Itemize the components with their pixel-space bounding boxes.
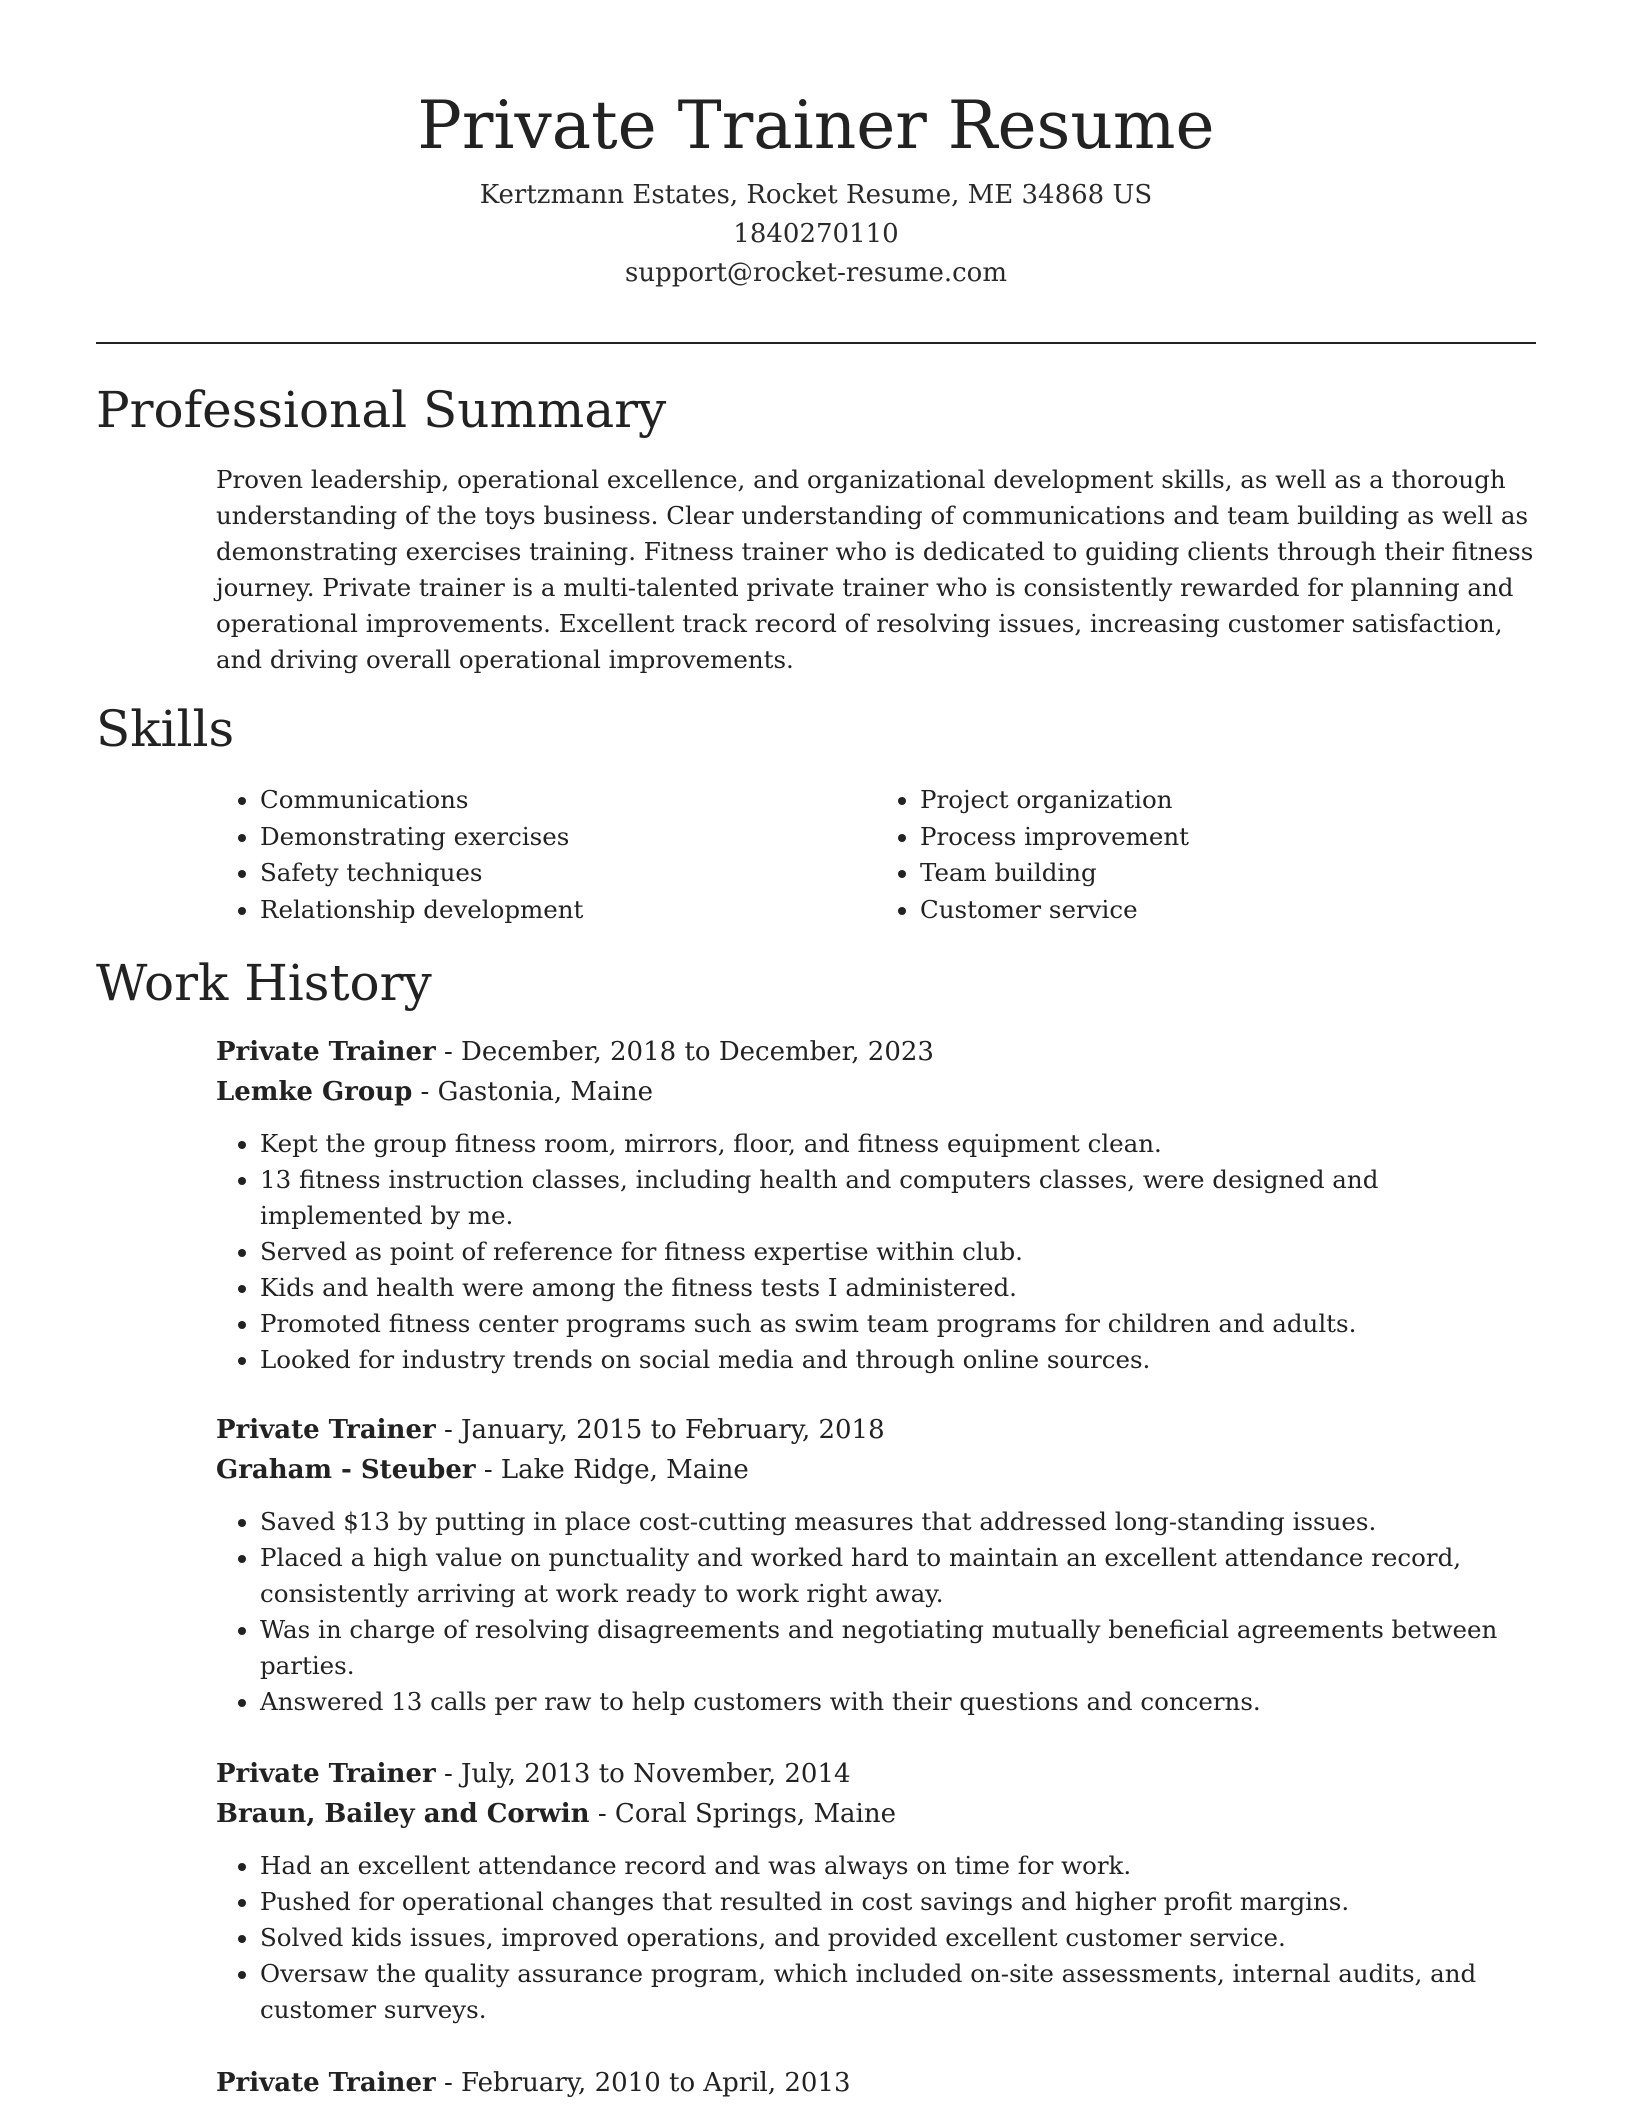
- job-separator: -: [435, 1415, 462, 1445]
- contact-email: support@rocket-resume.com: [624, 258, 1007, 288]
- skills-list: [216, 782, 1536, 928]
- contact-phone: 1840270110: [733, 219, 899, 249]
- job-bullet: • Looked for industry trends on social media and through online sources.: [260, 1342, 1536, 1378]
- contact-info: [96, 176, 1536, 293]
- skill-item: • Relationship development: [260, 892, 876, 929]
- job-dates: December, 2018 to December, 2023: [461, 1037, 934, 1067]
- job-company-line: [216, 1450, 1536, 1490]
- summary-heading: Professional Summary: [96, 381, 667, 439]
- job-title: Private Trainer: [216, 1759, 436, 1789]
- job-separator: -: [475, 1455, 501, 1485]
- resume-header: [96, 84, 1536, 293]
- job-bullet: • Served as point of reference for fitness expertise within club.: [260, 1234, 1536, 1270]
- work-history-heading: Work History: [96, 954, 432, 1012]
- job-dates: July, 2013 to November, 2014: [461, 1759, 851, 1789]
- skill-item: • Communications: [260, 782, 876, 819]
- job-separator: -: [435, 1759, 462, 1789]
- job-company: Braun, Bailey and Corwin: [216, 1799, 590, 1829]
- job-company-line: [216, 1072, 1536, 1112]
- job-title-line: [216, 1754, 1536, 1794]
- job-bullet: • Kept the group fitness room, mirrors, floor, and fitness equipment clean.: [260, 1126, 1536, 1162]
- job-separator: -: [435, 2068, 462, 2098]
- job-company-line: [216, 1794, 1536, 1834]
- skills-heading: Skills: [96, 700, 235, 758]
- skill-item: • Demonstrating exercises: [260, 819, 876, 856]
- job-entry: [216, 2063, 1536, 2103]
- job-location: Coral Springs, Maine: [614, 1799, 897, 1829]
- resume-title: Private Trainer Resume: [417, 87, 1215, 164]
- job-dates: February, 2010 to April, 2013: [461, 2068, 851, 2098]
- job-title-line: [216, 1410, 1536, 1450]
- job-bullets: [216, 1504, 1536, 1720]
- job-bullet: • Saved $13 by putting in place cost-cutting measures that addressed long-standing issues.: [260, 1504, 1536, 1540]
- job-bullet: • Placed a high value on punctuality and worked hard to maintain an excellent attendance record, consistently arriving at work ready to work right away.: [260, 1540, 1536, 1612]
- job-entry: [216, 1754, 1536, 2028]
- job-bullet: • Solved kids issues, improved operations, and provided excellent customer service.: [260, 1920, 1536, 1956]
- skill-item: • Safety techniques: [260, 855, 876, 892]
- contact-address: Kertzmann Estates, Rocket Resume, ME 34868 US: [479, 180, 1153, 210]
- job-separator: -: [435, 1037, 462, 1067]
- job-bullet: • Was in charge of resolving disagreements and negotiating mutually beneficial agreements between parties.: [260, 1612, 1536, 1684]
- summary-text: Proven leadership, operational excellence, and organizational development skills, as well as a thorough understanding of the toys business. Clear understanding of communications and team building as well as demonstrating exercises training. Fitness trainer who is dedicated to guiding clients through their fitness journey. Private trainer is a multi-talented private trainer who is consistently rewarded for planning and operational improvements. Excellent track record of resolving issues, increasing customer satisfaction, and driving overall operational improvements.: [216, 465, 1534, 674]
- job-title: Private Trainer: [216, 2068, 436, 2098]
- job-title-line: [216, 2063, 1536, 2103]
- job-title: Private Trainer: [216, 1415, 436, 1445]
- job-bullet: • Had an excellent attendance record and was always on time for work.: [260, 1848, 1536, 1884]
- job-bullet: • Pushed for operational changes that resulted in cost savings and higher profit margins.: [260, 1884, 1536, 1920]
- skill-item: • Project organization: [920, 782, 1536, 819]
- job-entry: [216, 1032, 1536, 1378]
- job-title-line: [216, 1032, 1536, 1072]
- job-entry: [216, 1410, 1536, 1720]
- job-company: Graham - Steuber: [216, 1455, 476, 1485]
- job-bullet: • Promoted fitness center programs such as swim team programs for children and adults.: [260, 1306, 1536, 1342]
- job-separator: -: [589, 1799, 615, 1829]
- header-divider: [96, 342, 1536, 344]
- job-title: Private Trainer: [216, 1037, 436, 1067]
- skill-item: • Team building: [920, 855, 1536, 892]
- job-bullet: • 13 fitness instruction classes, including health and computers classes, were designed and implemented by me.: [260, 1162, 1536, 1234]
- job-location: Lake Ridge, Maine: [500, 1455, 749, 1485]
- job-bullets: [216, 1848, 1536, 2028]
- job-bullet: • Answered 13 calls per raw to help customers with their questions and concerns.: [260, 1684, 1536, 1720]
- job-location: Gastonia, Maine: [437, 1077, 653, 1107]
- job-bullet: • Oversaw the quality assurance program, which included on-site assessments, internal audits, and customer surveys.: [260, 1956, 1536, 2028]
- job-bullets: [216, 1126, 1536, 1378]
- job-company: Lemke Group: [216, 1077, 413, 1107]
- job-dates: January, 2015 to February, 2018: [461, 1415, 885, 1445]
- skill-item: • Process improvement: [920, 819, 1536, 856]
- job-bullet: • Kids and health were among the fitness tests I administered.: [260, 1270, 1536, 1306]
- skills-column-right: [876, 782, 1536, 928]
- job-separator: -: [412, 1077, 438, 1107]
- skills-column-left: [216, 782, 876, 928]
- skill-item: • Customer service: [920, 892, 1536, 929]
